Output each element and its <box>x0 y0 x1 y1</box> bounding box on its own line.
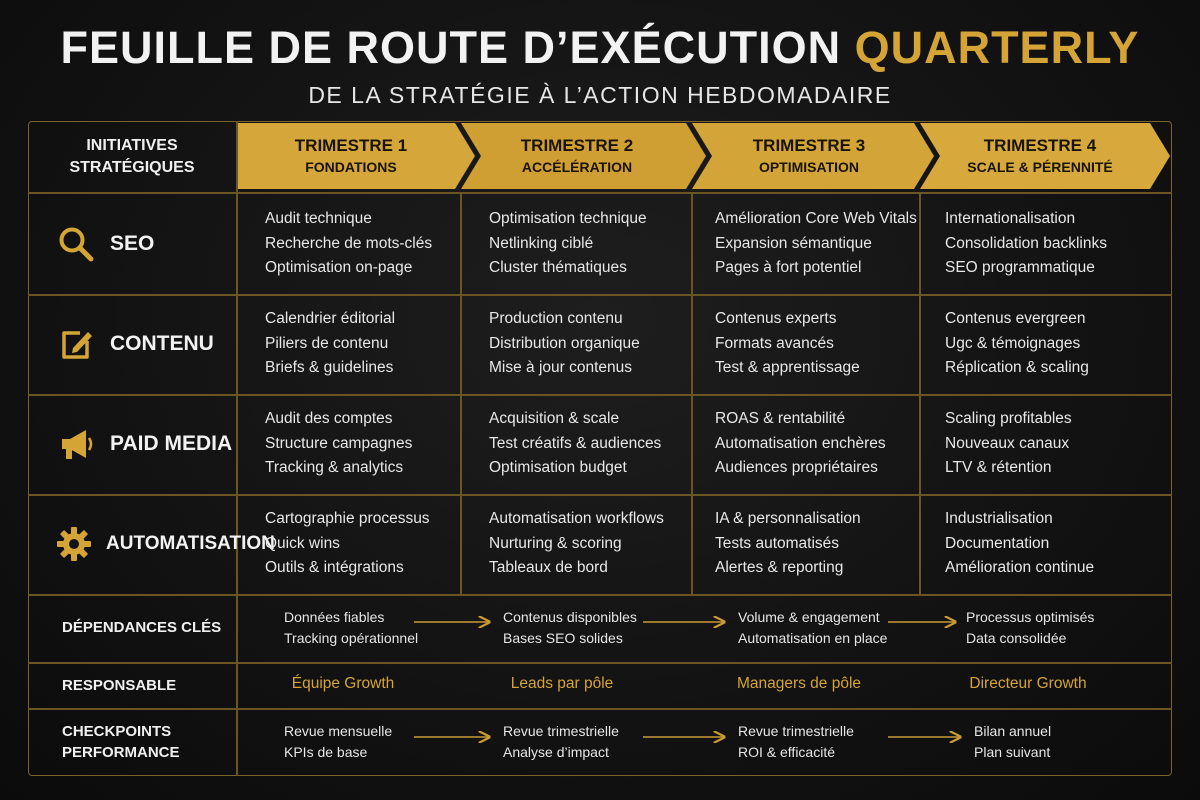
task-item: Recherche de mots-clés <box>265 234 433 252</box>
task-item: Scaling profitables <box>945 410 1072 428</box>
cell-seo-q2 <box>489 194 647 294</box>
task-item: Cluster thématiques <box>489 259 627 277</box>
task-item: Consolidation backlinks <box>945 234 1107 252</box>
checkpoints-label <box>62 721 180 763</box>
task-item: Optimisation on-page <box>265 259 413 277</box>
task-item: Contenus experts <box>715 310 837 328</box>
dependency-item: Contenus disponibles <box>503 609 637 625</box>
task-item: Mise à jour contenus <box>489 359 633 377</box>
cell-seo-q1 <box>265 194 432 294</box>
task-item: Amélioration Core Web Vitals <box>715 210 917 228</box>
task-item: LTV & rétention <box>945 459 1052 477</box>
task-item: Acquisition & scale <box>489 410 620 428</box>
dependency-item: Processus optimisés <box>966 609 1095 625</box>
responsible-q2: Leads par pôle <box>510 675 614 692</box>
task-item: Optimisation budget <box>489 459 627 477</box>
task-item: Réplication & scaling <box>945 359 1089 377</box>
task-item: Structure campagnes <box>265 434 413 452</box>
task-item: SEO programmatique <box>945 259 1095 277</box>
checkpoint-item: Plan suivant <box>974 744 1051 760</box>
dependency-item: Automatisation en place <box>738 630 888 646</box>
quarter-subtitle: SCALE & PÉRENNITÉ <box>967 159 1113 175</box>
task-item: Ugc & témoignages <box>945 334 1081 352</box>
dependencies-q3 <box>738 607 887 649</box>
cell-seo-q4 <box>945 194 1107 294</box>
task-item: Tableaux de bord <box>489 559 608 577</box>
quarter-subtitle: ACCÉLÉRATION <box>521 159 633 175</box>
checkpoints-label-line1: CHECKPOINTS <box>62 723 172 740</box>
checkpoint-item: Revue trimestrielle <box>503 723 619 739</box>
responsible-q4: Directeur Growth <box>969 675 1087 692</box>
megaphone-icon <box>54 422 98 466</box>
task-item: Test & apprentissage <box>715 359 860 377</box>
quarter-1-header <box>236 123 466 189</box>
task-item: Briefs & guidelines <box>265 359 394 377</box>
cell-paid-media-q1 <box>265 394 412 494</box>
task-item: Netlinking ciblé <box>489 234 594 252</box>
initiatives-header <box>28 121 236 192</box>
responsible-q3: Managers de pôle <box>736 675 862 692</box>
task-item: Tracking & analytics <box>265 459 404 477</box>
task-item: Production contenu <box>489 310 623 328</box>
task-item: Cartographie processus <box>265 510 430 528</box>
task-item: Tests automatisés <box>715 534 840 552</box>
task-item: Amélioration continue <box>945 559 1095 577</box>
gear-icon <box>54 522 94 566</box>
cell-automatisation-q2 <box>489 494 664 594</box>
row-divider <box>28 662 1172 664</box>
row-divider <box>28 594 1172 596</box>
task-item: Audiences propriétaires <box>715 459 878 477</box>
task-item: Piliers de contenu <box>265 334 389 352</box>
dependency-item: Data consolidée <box>966 630 1067 646</box>
dependency-item: Données fiables <box>284 609 385 625</box>
quarter-3-header <box>696 123 922 189</box>
checkpoints-q4 <box>974 721 1051 763</box>
quarter-name: TRIMESTRE 2 <box>520 136 634 155</box>
task-item: IA & personnalisation <box>715 510 861 528</box>
quarter-name: TRIMESTRE 3 <box>752 136 866 155</box>
cell-automatisation-q4 <box>945 494 1094 594</box>
initiative-contenu <box>28 294 236 394</box>
cell-contenu-q3 <box>715 294 860 394</box>
search-icon <box>54 222 98 266</box>
initiative-label: PAID MEDIA <box>110 432 233 455</box>
task-item: Expansion sémantique <box>715 234 872 252</box>
column-divider <box>919 192 921 594</box>
title-accent: QUARTERLY <box>854 22 1140 73</box>
cell-paid-media-q2 <box>489 394 661 494</box>
initiative-label: CONTENU <box>110 332 214 355</box>
task-item: Internationalisation <box>945 210 1076 228</box>
task-item: Outils & intégrations <box>265 559 404 577</box>
column-divider <box>460 192 462 594</box>
checkpoints-q1 <box>284 721 392 763</box>
edit-icon <box>54 322 98 366</box>
task-item: Nurturing & scoring <box>489 534 622 552</box>
checkpoint-item: Revue mensuelle <box>284 723 393 739</box>
task-item: Audit technique <box>265 210 372 228</box>
task-item: Test créatifs & audiences <box>489 434 662 452</box>
checkpoint-item: ROI & efficacité <box>738 744 836 760</box>
title-main: FEUILLE DE ROUTE D’EXÉCUTION <box>60 22 855 73</box>
column-divider <box>691 192 693 594</box>
initiative-seo <box>28 194 236 294</box>
quarter-subtitle: OPTIMISATION <box>758 159 860 175</box>
responsible-q1: Équipe Growth <box>291 675 395 692</box>
dependencies-label: DÉPENDANCES CLÉS <box>62 619 222 636</box>
dependencies-q1 <box>284 607 418 649</box>
initiative-label: SEO <box>110 232 155 255</box>
checkpoint-item: Bilan annuel <box>974 723 1052 739</box>
cell-contenu-q4 <box>945 294 1089 394</box>
quarter-subtitle: FONDATIONS <box>305 159 397 175</box>
responsible-label: RESPONSABLE <box>62 677 177 694</box>
quarter-2-header <box>466 123 688 189</box>
dependencies-q2 <box>503 607 637 649</box>
checkpoints-q2 <box>503 721 619 763</box>
task-item: Nouveaux canaux <box>945 434 1070 452</box>
task-item: ROAS & rentabilité <box>715 410 846 428</box>
dependency-item: Tracking opérationnel <box>284 630 419 646</box>
cell-automatisation-q3 <box>715 494 861 594</box>
task-item: Automatisation workflows <box>489 510 664 528</box>
task-item: Documentation <box>945 534 1050 552</box>
cell-paid-media-q3 <box>715 394 886 494</box>
row-divider <box>28 708 1172 710</box>
cell-seo-q3 <box>715 194 917 294</box>
checkpoint-item: Analyse d’impact <box>503 744 609 760</box>
checkpoint-item: Revue trimestrielle <box>738 723 854 739</box>
task-item: Formats avancés <box>715 334 834 352</box>
header-label-line2: STRATÉGIQUES <box>69 158 195 176</box>
task-item: Alertes & reporting <box>715 559 844 577</box>
task-item: Automatisation enchères <box>715 434 886 452</box>
task-item: Pages à fort potentiel <box>715 259 862 277</box>
checkpoints-label-line2: PERFORMANCE <box>62 744 180 761</box>
task-item: Audit des comptes <box>265 410 393 428</box>
task-item: Industrialisation <box>945 510 1053 528</box>
quarter-name: TRIMESTRE 1 <box>294 136 408 155</box>
checkpoints-q3 <box>738 721 854 763</box>
cell-contenu-q1 <box>265 294 395 394</box>
dependency-item: Volume & engagement <box>738 609 880 625</box>
task-item: Distribution organique <box>489 334 640 352</box>
task-item: Quick wins <box>265 534 340 552</box>
cell-automatisation-q1 <box>265 494 430 594</box>
cell-paid-media-q4 <box>945 394 1072 494</box>
checkpoint-item: KPIs de base <box>284 744 368 760</box>
dependencies-q4 <box>966 607 1094 649</box>
task-item: Optimisation technique <box>489 210 647 228</box>
initiative-label: AUTOMATISATION <box>106 533 275 554</box>
task-item: Contenus evergreen <box>945 310 1086 328</box>
quarter-4-header <box>925 123 1155 189</box>
quarter-name: TRIMESTRE 4 <box>983 136 1097 155</box>
cell-contenu-q2 <box>489 294 640 394</box>
initiative-automatisation <box>28 494 275 594</box>
initiative-paid-media <box>28 394 236 494</box>
page-subtitle: DE LA STRATÉGIE À L’ACTION HEBDOMADAIRE <box>308 82 892 108</box>
task-item: Calendrier éditorial <box>265 310 396 328</box>
header-label-line1: INITIATIVES <box>86 136 178 154</box>
dependency-item: Bases SEO solides <box>503 630 623 646</box>
